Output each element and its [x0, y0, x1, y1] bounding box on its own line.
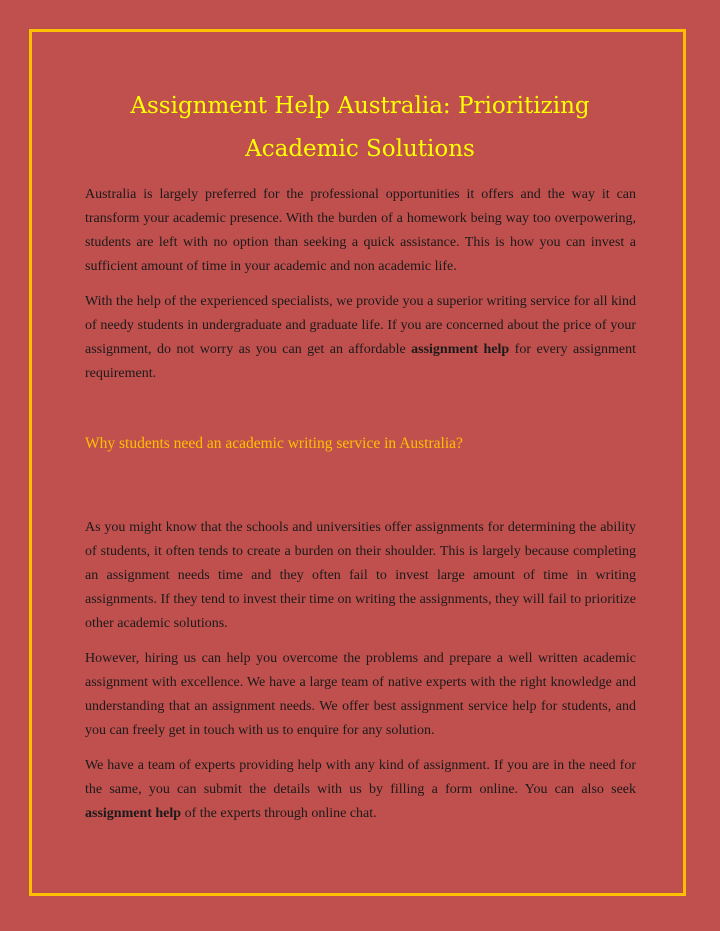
- article-body: [85, 183, 636, 837]
- page-title: [60, 85, 660, 171]
- paragraph-experts: [85, 754, 636, 826]
- paragraph-specialists-text: With the help of the experienced specialists, we provide you a superior writing service for all kind of needy students in undergraduate and graduate life. If you are concerned about the price of your assignment, do not worry as you can get an affordable: [85, 294, 636, 357]
- paragraph-experts-tail: of the experts through online chat.: [184, 806, 377, 821]
- assignment-help-link[interactable]: assignment help: [411, 342, 510, 357]
- paragraph-burden: As you might know that the schools and universities offer assignments for determining the ability of students, it often tends to create a burden on their shoulder. This is largely because completing an assignment needs time and they often fail to invest large amount of time in writing assignments. If they tend to invest their time on writing the assignments, they will fail to prioritize other academic solutions.: [85, 520, 636, 631]
- title-line-1: Assignment Help Australia: Prioritizing: [130, 93, 590, 119]
- paragraph-hiring: However, hiring us can help you overcome the problems and prepare a well written academic assignment with excellence. We have a large team of native experts with the right knowledge and understanding that an assignment needs. We offer best assignment service help for students, and you can freely get in touch with us to enquire for any solution.: [85, 651, 636, 738]
- title-line-2: Academic Solutions: [245, 136, 475, 162]
- paragraph-intro: Australia is largely preferred for the professional opportunities it offers and the way it can transform your academic presence. With the burden of a homework being way too overpowering, students are left with no option than seeking a quick assistance. This is how you can invest a sufficient amount of time in your academic and non academic life.: [85, 187, 636, 274]
- section-heading: Why students need an academic writing service in Australia?: [85, 435, 463, 452]
- assignment-help-link-2[interactable]: assignment help: [85, 806, 182, 821]
- paragraph-specialists: [85, 290, 636, 386]
- paragraph-specialists-tail: for every assignment requirement.: [85, 342, 636, 381]
- paragraph-experts-text: We have a team of experts providing help with any kind of assignment. If you are in the need for the same, you can submit the details with us by filling a form online. You can also seek: [85, 758, 636, 797]
